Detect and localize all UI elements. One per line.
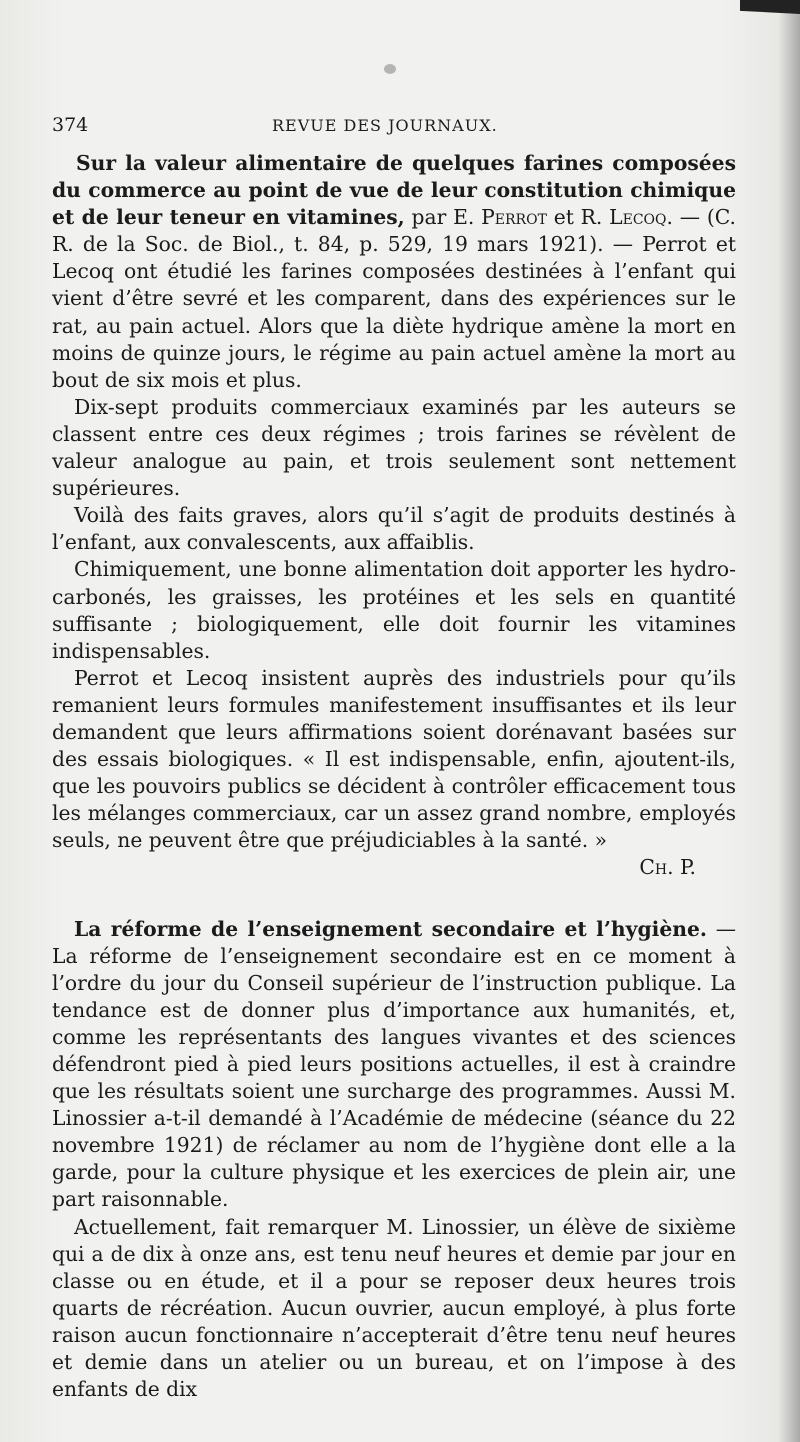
article-title: La réforme de l’enseignement secondaire et l’hygiène. [74, 916, 707, 941]
author-perrot: Perrot [481, 205, 547, 230]
page-header [52, 114, 742, 140]
author-lecoq: Lecoq [609, 205, 667, 230]
byline-et: et R. [546, 205, 610, 230]
paragraph: Perrot et Lecoq ont étudié les farines composées destinées à l’enfant qui vient d’être sevré et les comparent, dans des expériences sur le rat, au pain actuel. Alors que la diète hydrique amène la mort en moins de quinze jours, le régime au pain actuel amène la mort au bout de six mois et plus. [52, 232, 736, 392]
page-edge-shadow [778, 0, 800, 1442]
paragraph: Dix-sept produits commerciaux examinés par les auteurs se classent entre ces deux régimes ; trois farines se révèlent de valeur analogue au pain, et trois seulement sont nettement supérieures. [52, 394, 736, 501]
paragraph: Voilà des faits graves, alors qu’il s’agit de produits destinés à l’enfant, aux convalescents, aux affaiblis. [52, 503, 736, 555]
paragraph: La réforme de l’enseignement secondaire est en ce moment à l’ordre du jour du Conseil supérieur de l’instruction publique. La tendance est de donner plus d’importance aux humanités, et, comme les représentants des langues vivantes et des sciences défendront pied à pied leurs positions actuelles, il est à craindre que les résultats soient une surcharge des programmes. Aussi M. Linossier a-t-il demandé à l’Académie de médecine (séance du 22 novembre 1921) de réclamer au nom de l’hygiène dont elle a la garde, pour la culture physique et les exercices de plein air, une part raisonnable. [52, 943, 736, 1212]
paragraph: Chimiquement, une bonne alimentation doit apporter les hydro-carbonés, les graisses, les protéines et les sels en quantité suffisante ; biologiquement, elle doit fournir les vitamines indispensables. [52, 557, 736, 663]
article-intro [52, 916, 736, 1214]
article-reforme [52, 916, 736, 1404]
ink-smudge [384, 64, 396, 74]
article-title: Sur la valeur alimentaire de quelques farines composées du commerce au point de vue de leur constitution chimique et de leur teneur en vitamines, [52, 151, 736, 230]
byline-par: par E. [404, 205, 482, 230]
paragraph: Perrot et Lecoq insistent auprès des industriels pour qu’ils remanient leurs formules manifestement insuffisantes et ils leur demandent que leurs affirmations soient dorénavant basées sur des essais biologiques. « Il est indispensable, enfin, ajoutent-ils, que les pouvoirs publics se décident à contrôler efficacement tous les mélanges commerciaux, car un assez grand nombre, employés seuls, ne peuvent être que préjudiciables à la santé. » [52, 665, 736, 853]
article-farines [52, 150, 736, 882]
section-gap [52, 882, 736, 916]
citation: . — (C. R. de la Soc. de Biol., t. 84, p. 529, 19 mars 1921). — [52, 205, 736, 257]
page-body [52, 150, 736, 1403]
title-dash: — [706, 916, 736, 941]
page-corner-shadow [740, 0, 800, 14]
article-intro [52, 150, 736, 394]
signature: Ch. P. [639, 855, 696, 880]
paragraph: Actuellement, fait remarquer M. Linossier, un élève de sixième qui a de dix à onze ans, est tenu neuf heures et demie par jour en classe ou en étude, et il a pour se reposer deux heures trois quarts de récréation. Aucun ouvrier, aucun employé, à plus forte raison aucun fonctionnaire n’accepterait d’être tenu neuf heures et demie dans un atelier ou un bureau, et on l’impose à des enfants de dix [52, 1214, 736, 1402]
running-title: REVUE DES JOURNAUX. [272, 116, 498, 135]
page-number: 374 [52, 114, 89, 136]
